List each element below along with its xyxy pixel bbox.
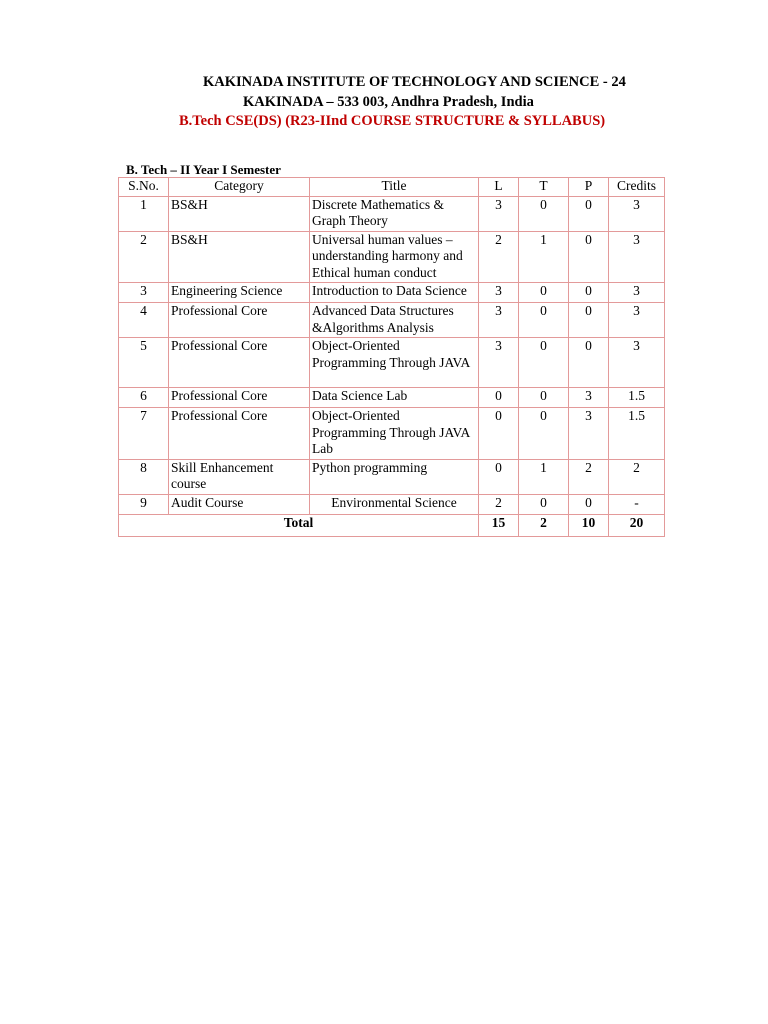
column-header-title: Title [310, 178, 479, 197]
total-credits: 20 [609, 514, 665, 536]
cell-category: Audit Course [169, 494, 310, 514]
total-l: 15 [479, 514, 519, 536]
column-header-l: L [479, 178, 519, 197]
cell-l: 3 [479, 283, 519, 303]
column-header-p: P [569, 178, 609, 197]
total-label: Total [119, 514, 479, 536]
table-row [119, 283, 665, 303]
cell-p: 0 [569, 303, 609, 338]
cell-l: 2 [479, 494, 519, 514]
cell-credits: 1.5 [609, 408, 665, 460]
cell-credits: 3 [609, 196, 665, 231]
semester-title: B. Tech – II Year I Semester [126, 162, 281, 177]
cell-category: Professional Core [169, 408, 310, 460]
cell-p: 0 [569, 231, 609, 283]
cell-l: 0 [479, 408, 519, 460]
cell-credits: 3 [609, 231, 665, 283]
program-title: B.Tech CSE(DS) (R23-IInd COURSE STRUCTURE & SYLLABUS) [179, 113, 606, 129]
cell-category: BS&H [169, 196, 310, 231]
cell-l: 3 [479, 338, 519, 388]
cell-l: 2 [479, 231, 519, 283]
table-row [119, 196, 665, 231]
cell-p: 0 [569, 338, 609, 388]
cell-sno: 2 [119, 231, 169, 283]
cell-sno: 7 [119, 408, 169, 460]
column-header-credits: Credits [609, 178, 665, 197]
cell-p: 3 [569, 388, 609, 408]
cell-sno: 1 [119, 196, 169, 231]
cell-sno: 3 [119, 283, 169, 303]
table-row [119, 338, 665, 388]
cell-t: 1 [519, 459, 569, 494]
institute-address: KAKINADA – 533 003, Andhra Pradesh, India [243, 94, 534, 110]
course-structure-table [118, 177, 665, 537]
cell-sno: 4 [119, 303, 169, 338]
table-header-row [119, 178, 665, 197]
cell-t: 0 [519, 388, 569, 408]
cell-t: 0 [519, 408, 569, 460]
cell-sno: 8 [119, 459, 169, 494]
cell-title: Universal human values – understanding harmony and Ethical human conduct [310, 231, 479, 283]
total-t: 2 [519, 514, 569, 536]
table-row [119, 388, 665, 408]
cell-title: Data Science Lab [310, 388, 479, 408]
cell-t: 0 [519, 303, 569, 338]
cell-t: 1 [519, 231, 569, 283]
institute-name: KAKINADA INSTITUTE OF TECHNOLOGY AND SCIENCE - 24 [203, 74, 626, 90]
cell-category: Professional Core [169, 303, 310, 338]
cell-category: Engineering Science [169, 283, 310, 303]
cell-t: 0 [519, 494, 569, 514]
cell-sno: 9 [119, 494, 169, 514]
cell-t: 0 [519, 338, 569, 388]
cell-credits: 3 [609, 303, 665, 338]
cell-category: Skill Enhancement course [169, 459, 310, 494]
cell-sno: 5 [119, 338, 169, 388]
cell-title: Python programming [310, 459, 479, 494]
table-row [119, 231, 665, 283]
cell-category: BS&H [169, 231, 310, 283]
cell-title: Discrete Mathematics & Graph Theory [310, 196, 479, 231]
table-row [119, 459, 665, 494]
column-header-sno: S.No. [119, 178, 169, 197]
cell-t: 0 [519, 283, 569, 303]
cell-credits: 2 [609, 459, 665, 494]
cell-title: Object-Oriented Programming Through JAVA [310, 338, 479, 388]
total-p: 10 [569, 514, 609, 536]
cell-title: Introduction to Data Science [310, 283, 479, 303]
table-row [119, 494, 665, 514]
cell-p: 0 [569, 196, 609, 231]
column-header-t: T [519, 178, 569, 197]
cell-l: 3 [479, 303, 519, 338]
cell-p: 0 [569, 494, 609, 514]
table-row [119, 303, 665, 338]
cell-category: Professional Core [169, 338, 310, 388]
cell-credits: 3 [609, 283, 665, 303]
cell-t: 0 [519, 196, 569, 231]
cell-l: 0 [479, 459, 519, 494]
cell-p: 2 [569, 459, 609, 494]
cell-title: Environmental Science [310, 494, 479, 514]
cell-category: Professional Core [169, 388, 310, 408]
column-header-category: Category [169, 178, 310, 197]
cell-l: 3 [479, 196, 519, 231]
total-row [119, 514, 665, 536]
cell-p: 3 [569, 408, 609, 460]
cell-credits: - [609, 494, 665, 514]
cell-credits: 1.5 [609, 388, 665, 408]
cell-sno: 6 [119, 388, 169, 408]
cell-title: Advanced Data Structures &Algorithms Analysis [310, 303, 479, 338]
cell-p: 0 [569, 283, 609, 303]
cell-credits: 3 [609, 338, 665, 388]
cell-title: Object-Oriented Programming Through JAVA Lab [310, 408, 479, 460]
cell-l: 0 [479, 388, 519, 408]
table-row [119, 408, 665, 460]
